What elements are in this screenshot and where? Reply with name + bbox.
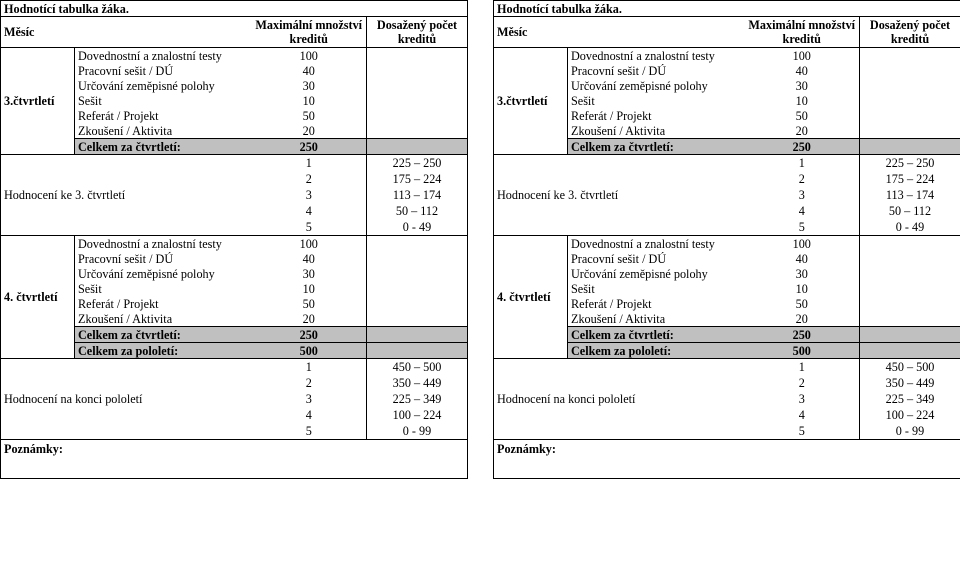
- grading-table: [493, 0, 960, 479]
- grade-range: 0 - 99: [367, 423, 468, 440]
- item-name: Sešit: [75, 93, 252, 108]
- grading3-section: [494, 155, 960, 236]
- achieved-cell: [367, 93, 468, 108]
- achieved-total-cell: [860, 139, 960, 155]
- item-max: 30: [795, 266, 808, 281]
- grading-label: Hodnocení ke 3. čtvrtletí: [1, 155, 252, 236]
- achieved-cell: [860, 266, 960, 281]
- quarter-total-label: Celkem za čtvrtletí:: [75, 139, 252, 155]
- grade-range: 175 – 224: [367, 171, 468, 187]
- achieved-total-cell: [367, 327, 468, 343]
- achieved-half-cell: [367, 343, 468, 359]
- grade-number: 1: [798, 360, 805, 374]
- achieved-cell: [860, 63, 960, 78]
- achieved-credits-header: Dosažený počet kreditů: [860, 17, 960, 48]
- grade-row: [1, 359, 468, 376]
- item-max: 40: [302, 251, 315, 266]
- quarter-total-value: 250: [252, 327, 367, 343]
- grade-range: 450 – 500: [367, 359, 468, 376]
- sheet-title: Hodnotící tabulka žáka.: [494, 1, 960, 17]
- item-name: Sešit: [75, 281, 252, 296]
- item-max: 40: [795, 251, 808, 266]
- item-max: 50: [302, 296, 315, 311]
- grade-row: [494, 359, 960, 376]
- achieved-cell: [860, 236, 960, 252]
- achieved-cell: [367, 236, 468, 252]
- grade-range: 50 – 112: [367, 203, 468, 219]
- achieved-cell: [367, 108, 468, 123]
- sheet-title: Hodnotící tabulka žáka.: [1, 1, 468, 17]
- quarter-total-value: 250: [252, 139, 367, 155]
- grade-range: 113 – 174: [860, 187, 960, 203]
- quarter3-section: [1, 48, 468, 155]
- grade-range: 350 – 449: [860, 375, 960, 391]
- grading-half-section: [494, 359, 960, 440]
- item-name: Referát / Projekt: [568, 108, 745, 123]
- item-name: Referát / Projekt: [568, 296, 745, 311]
- quarter4-section: [494, 236, 960, 359]
- item-max: 50: [795, 108, 808, 123]
- grade-range: 225 – 250: [860, 155, 960, 172]
- item-max: 50: [302, 108, 315, 123]
- grading-label: Hodnocení na konci pololetí: [494, 359, 745, 440]
- grade-number: 2: [798, 376, 805, 390]
- item-name: Referát / Projekt: [75, 296, 252, 311]
- item-max: 20: [795, 311, 808, 326]
- item-name: Určování zeměpisné polohy: [568, 266, 745, 281]
- item-name: Dovednostní a znalostní testy: [75, 48, 252, 64]
- item-row: [494, 236, 960, 252]
- max-credits-header: Maximální množství kreditů: [252, 17, 367, 48]
- grade-number: 2: [798, 172, 805, 186]
- achieved-cell: [367, 296, 468, 311]
- item-max: 20: [302, 311, 315, 326]
- quarter-label: 4. čtvrtletí: [494, 236, 568, 359]
- half-total-value: 500: [252, 343, 367, 359]
- item-name: Zkoušení / Aktivita: [568, 311, 745, 327]
- item-name: Zkoušení / Aktivita: [75, 123, 252, 139]
- item-name: Dovednostní a znalostní testy: [75, 236, 252, 252]
- grading-label: Hodnocení na konci pololetí: [1, 359, 252, 440]
- max-credits-header: Maximální množství kreditů: [745, 17, 860, 48]
- grade-range: 350 – 449: [367, 375, 468, 391]
- achieved-cell: [860, 123, 960, 139]
- item-max: 20: [795, 123, 808, 138]
- item-name: Pracovní sešit / DÚ: [75, 63, 252, 78]
- quarter-label: 3.čtvrtletí: [494, 48, 568, 155]
- grade-range: 0 - 99: [860, 423, 960, 440]
- item-max: 50: [795, 296, 808, 311]
- grade-range: 50 – 112: [860, 203, 960, 219]
- grade-range: 175 – 224: [860, 171, 960, 187]
- grade-number: 2: [305, 172, 312, 186]
- grade-range: 100 – 224: [860, 407, 960, 423]
- item-name: Sešit: [568, 93, 745, 108]
- grade-row: [494, 155, 960, 172]
- grade-number: 4: [798, 408, 805, 422]
- grade-range: 225 – 250: [367, 155, 468, 172]
- grading-half-section: [1, 359, 468, 440]
- grade-number: 2: [305, 376, 312, 390]
- achieved-cell: [860, 48, 960, 64]
- achieved-cell: [860, 93, 960, 108]
- grade-range: 225 – 349: [367, 391, 468, 407]
- achieved-half-cell: [860, 343, 960, 359]
- achieved-cell: [367, 123, 468, 139]
- item-row: [1, 236, 468, 252]
- achieved-cell: [367, 63, 468, 78]
- item-max: 20: [302, 123, 315, 138]
- month-header: Měsíc: [1, 17, 75, 48]
- item-name: Určování zeměpisné polohy: [75, 266, 252, 281]
- item-name: Referát / Projekt: [75, 108, 252, 123]
- notes-label: Poznámky:: [1, 440, 468, 479]
- item-max: 40: [302, 63, 315, 78]
- grade-number: 1: [798, 156, 805, 170]
- grade-range: 113 – 174: [367, 187, 468, 203]
- achieved-cell: [367, 281, 468, 296]
- achieved-total-cell: [860, 327, 960, 343]
- item-name: Určování zeměpisné polohy: [568, 78, 745, 93]
- grade-number: 4: [798, 204, 805, 218]
- grading-table: [0, 0, 468, 479]
- grade-number: 5: [252, 219, 367, 236]
- achieved-cell: [860, 296, 960, 311]
- achieved-cell: [860, 281, 960, 296]
- item-max: 10: [795, 93, 808, 108]
- grade-row: [1, 155, 468, 172]
- grade-number: 5: [745, 219, 860, 236]
- grading3-section: [1, 155, 468, 236]
- month-header: Měsíc: [494, 17, 568, 48]
- grade-number: 1: [305, 156, 312, 170]
- item-name: Pracovní sešit / DÚ: [568, 251, 745, 266]
- sheet-right: [493, 0, 960, 561]
- item-max: 30: [302, 266, 315, 281]
- achieved-cell: [860, 251, 960, 266]
- grade-number: 4: [305, 408, 312, 422]
- item-name: Pracovní sešit / DÚ: [75, 251, 252, 266]
- item-name: Pracovní sešit / DÚ: [568, 63, 745, 78]
- grade-number: 3: [305, 188, 312, 202]
- grading-label: Hodnocení ke 3. čtvrtletí: [494, 155, 745, 236]
- item-row: [1, 48, 468, 64]
- item-name: Sešit: [568, 281, 745, 296]
- item-max: 10: [302, 281, 315, 296]
- grade-number: 5: [252, 423, 367, 440]
- half-total-label: Celkem za pololetí:: [568, 343, 745, 359]
- item-max: 10: [302, 93, 315, 108]
- item-max: 10: [795, 281, 808, 296]
- grade-range: 450 – 500: [860, 359, 960, 376]
- grade-number: 3: [305, 392, 312, 406]
- achieved-cell: [367, 78, 468, 93]
- item-max: 100: [792, 48, 811, 63]
- quarter-total-label: Celkem za čtvrtletí:: [568, 327, 745, 343]
- achieved-total-cell: [367, 139, 468, 155]
- item-name: Dovednostní a znalostní testy: [568, 48, 745, 64]
- grade-number: 5: [745, 423, 860, 440]
- quarter-label: 4. čtvrtletí: [1, 236, 75, 359]
- quarter-total-label: Celkem za čtvrtletí:: [568, 139, 745, 155]
- item-row: [494, 48, 960, 64]
- sheet-left: [0, 0, 467, 561]
- item-name: Určování zeměpisné polohy: [75, 78, 252, 93]
- grade-range: 0 - 49: [367, 219, 468, 236]
- item-name: Zkoušení / Aktivita: [75, 311, 252, 327]
- achieved-cell: [367, 266, 468, 281]
- item-max: 100: [299, 48, 318, 63]
- item-max: 40: [795, 63, 808, 78]
- item-max: 100: [792, 236, 811, 251]
- quarter-total-label: Celkem za čtvrtletí:: [75, 327, 252, 343]
- grade-number: 3: [798, 188, 805, 202]
- achieved-cell: [367, 311, 468, 327]
- grade-number: 4: [305, 204, 312, 218]
- quarter3-section: [494, 48, 960, 155]
- notes-label: Poznámky:: [494, 440, 960, 479]
- achieved-cell: [367, 251, 468, 266]
- half-total-value: 500: [745, 343, 860, 359]
- grade-number: 1: [305, 360, 312, 374]
- grade-range: 0 - 49: [860, 219, 960, 236]
- achieved-credits-header: Dosažený počet kreditů: [367, 17, 468, 48]
- achieved-cell: [367, 48, 468, 64]
- half-total-label: Celkem za pololetí:: [75, 343, 252, 359]
- quarter-total-value: 250: [745, 139, 860, 155]
- grade-number: 3: [798, 392, 805, 406]
- quarter4-section: [1, 236, 468, 359]
- quarter-total-value: 250: [745, 327, 860, 343]
- grade-range: 225 – 349: [860, 391, 960, 407]
- achieved-cell: [860, 78, 960, 93]
- quarter-label: 3.čtvrtletí: [1, 48, 75, 155]
- achieved-cell: [860, 108, 960, 123]
- item-max: 30: [795, 78, 808, 93]
- item-name: Dovednostní a znalostní testy: [568, 236, 745, 252]
- item-max: 30: [302, 78, 315, 93]
- item-max: 100: [299, 236, 318, 251]
- achieved-cell: [860, 311, 960, 327]
- item-name: Zkoušení / Aktivita: [568, 123, 745, 139]
- grade-range: 100 – 224: [367, 407, 468, 423]
